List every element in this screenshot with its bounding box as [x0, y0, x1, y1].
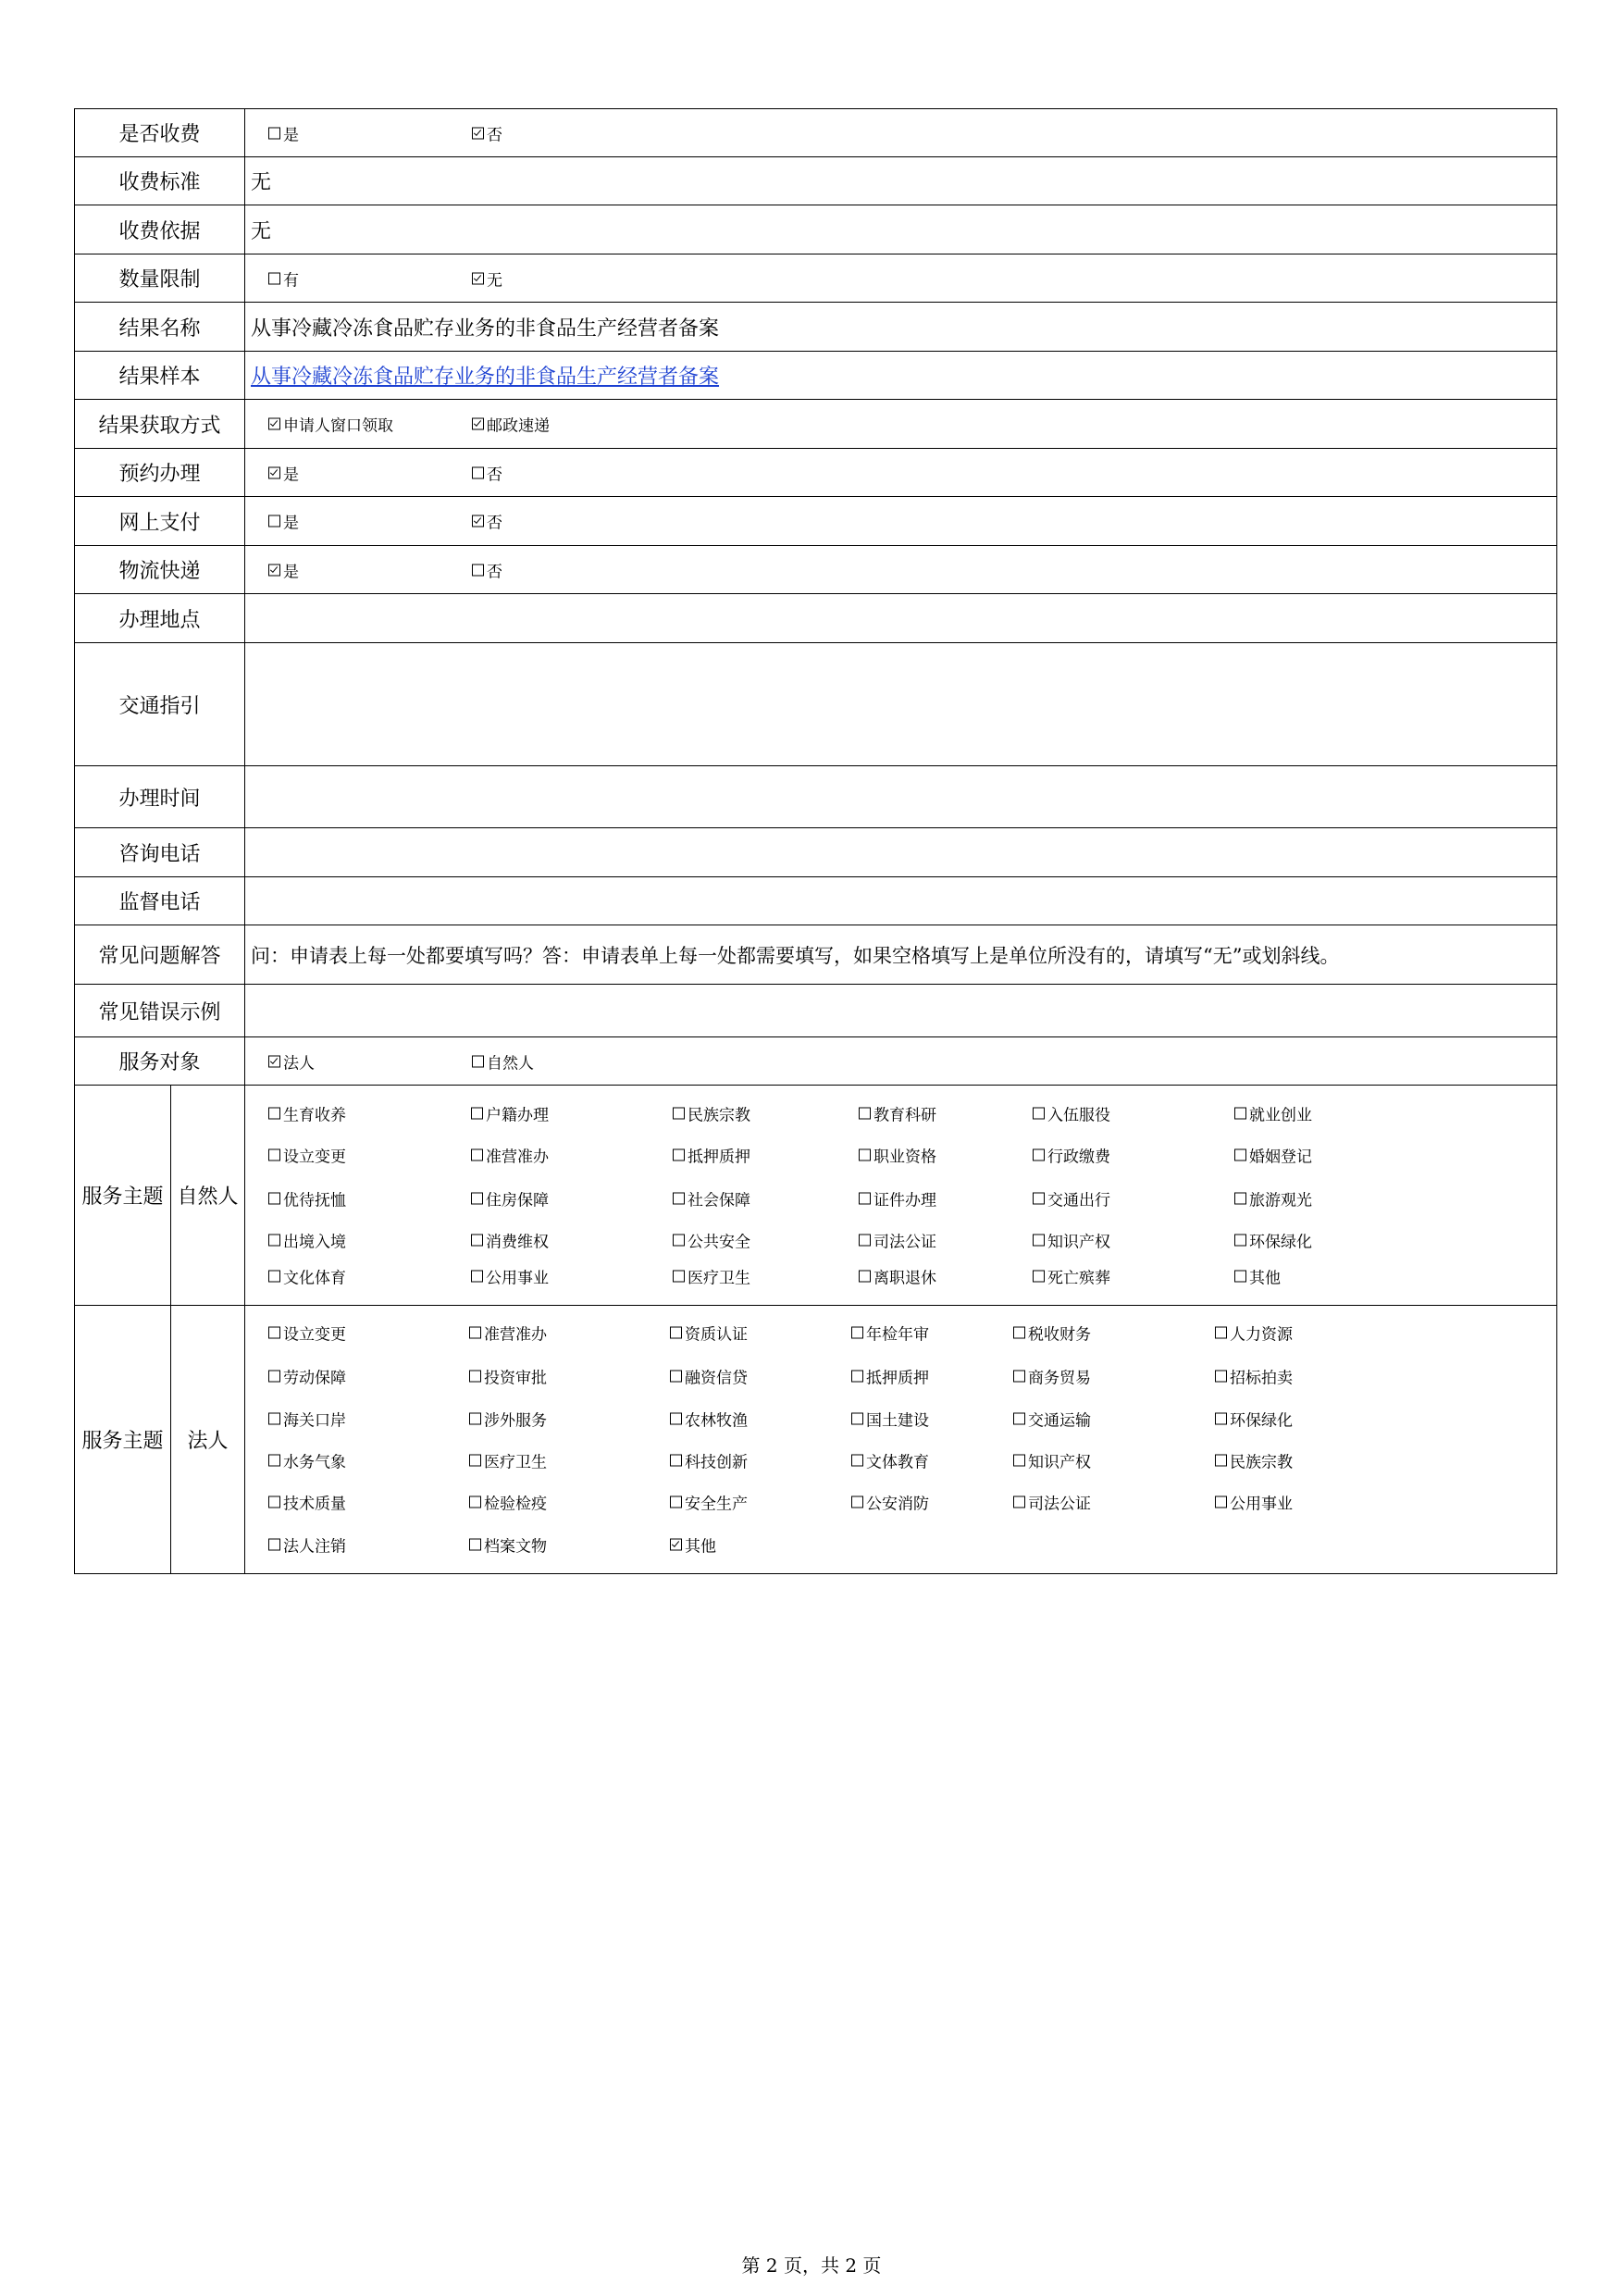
checkbox-label: 环保绿化 — [1230, 1411, 1294, 1430]
checkbox-label: 农林牧渔 — [685, 1411, 749, 1430]
checkbox-option[interactable] — [1234, 1228, 1312, 1251]
checkbox-label: 海关口岸 — [283, 1411, 347, 1430]
checkbox-checked-icon[interactable] — [472, 515, 484, 527]
checkbox-option[interactable] — [471, 1186, 549, 1210]
checkbox-checked-icon[interactable] — [268, 418, 280, 430]
checkbox-option[interactable] — [1033, 1101, 1110, 1124]
checkbox-unchecked-icon[interactable] — [472, 564, 484, 576]
checkbox-label: 消费维权 — [486, 1233, 550, 1251]
checkbox-checked-icon[interactable] — [472, 272, 484, 284]
checkbox-label: 公安消防 — [866, 1495, 930, 1513]
checkbox-label: 国土建设 — [866, 1411, 930, 1430]
checkbox-unchecked-icon[interactable] — [268, 127, 280, 139]
row-appointment — [75, 449, 1557, 497]
row-label: 收费标准 — [75, 157, 245, 205]
checkbox-option[interactable] — [268, 1049, 315, 1073]
row-value — [245, 766, 1557, 828]
checkbox-label: 档案文物 — [484, 1537, 548, 1556]
checkbox-unchecked-icon[interactable] — [268, 515, 280, 527]
checkbox-unchecked-icon[interactable] — [268, 1412, 280, 1424]
checkbox-option[interactable] — [268, 1186, 346, 1210]
row-theme-natural — [75, 1086, 1557, 1306]
row-label: 服务对象 — [75, 1037, 245, 1086]
row-value — [245, 352, 1557, 400]
checkbox-unchecked-icon[interactable] — [469, 1538, 481, 1550]
checkbox-option[interactable] — [268, 121, 299, 144]
checkbox-label: 知识产权 — [1047, 1233, 1111, 1251]
checkbox-label: 行政缴费 — [1047, 1148, 1111, 1166]
checkbox-label: 文化体育 — [283, 1269, 347, 1287]
checkbox-option[interactable] — [1215, 1321, 1293, 1344]
row-label: 常见问题解答 — [75, 925, 245, 985]
checkbox-label: 是 — [283, 126, 300, 144]
checkbox-label: 法人注销 — [283, 1537, 347, 1556]
checkbox-label: 生育收养 — [283, 1106, 347, 1124]
checkbox-label: 民族宗教 — [1230, 1453, 1294, 1471]
checkbox-label: 环保绿化 — [1249, 1233, 1313, 1251]
checkbox-unchecked-icon[interactable] — [670, 1412, 682, 1424]
checkbox-option[interactable] — [1033, 1264, 1110, 1287]
checkbox-option[interactable] — [673, 1101, 750, 1124]
checkbox-option[interactable] — [859, 1101, 936, 1124]
row-value: 从事冷藏冷冻食品贮存业务的非食品生产经营者备案 — [245, 303, 1557, 352]
checkbox-unchecked-icon[interactable] — [1234, 1148, 1246, 1160]
checkbox-option[interactable] — [469, 1321, 547, 1344]
checkbox-unchecked-icon[interactable] — [1013, 1370, 1025, 1382]
row-label: 网上支付 — [75, 497, 245, 546]
row-label: 预约办理 — [75, 449, 245, 497]
checkbox-unchecked-icon[interactable] — [1215, 1326, 1227, 1338]
theme-sublabel: 法人 — [171, 1306, 245, 1574]
checkbox-option[interactable] — [268, 558, 299, 581]
row-options — [245, 109, 1557, 157]
checkbox-label: 人力资源 — [1230, 1325, 1294, 1344]
checkbox-unchecked-icon[interactable] — [673, 1107, 685, 1119]
checkbox-label: 民族宗教 — [688, 1106, 751, 1124]
checkbox-label: 自然人 — [487, 1054, 535, 1073]
checkbox-option[interactable] — [268, 1364, 346, 1387]
checkbox-label: 入伍服役 — [1047, 1106, 1111, 1124]
checkbox-option[interactable] — [859, 1143, 936, 1166]
checkbox-label: 技术质量 — [283, 1495, 347, 1513]
page-footer: 第 2 页，共 2 页 — [741, 2254, 882, 2277]
checkbox-label: 社会保障 — [688, 1191, 751, 1210]
row-options — [245, 546, 1557, 594]
checkbox-option[interactable] — [1013, 1407, 1091, 1430]
checkbox-option[interactable] — [1033, 1143, 1110, 1166]
checkbox-unchecked-icon[interactable] — [268, 1326, 280, 1338]
checkbox-label: 招标拍卖 — [1230, 1369, 1294, 1387]
checkbox-label: 知识产权 — [1028, 1453, 1092, 1471]
theme-grid-cell — [245, 1086, 1557, 1306]
checkbox-option[interactable] — [469, 1490, 547, 1513]
checkbox-option[interactable] — [268, 1101, 346, 1124]
checkbox-unchecked-icon[interactable] — [1234, 1107, 1246, 1119]
checkbox-unchecked-icon[interactable] — [670, 1496, 682, 1508]
checkbox-option[interactable] — [673, 1264, 750, 1287]
checkbox-label: 设立变更 — [283, 1325, 347, 1344]
row-common-errors — [75, 985, 1557, 1037]
checkbox-label: 是 — [283, 465, 300, 484]
row-value — [245, 643, 1557, 766]
checkbox-option[interactable] — [670, 1533, 716, 1556]
row-fee — [75, 109, 1557, 157]
row-consult-phone — [75, 828, 1557, 877]
checkbox-option[interactable] — [268, 510, 299, 533]
checkbox-option[interactable] — [1013, 1490, 1091, 1513]
checkbox-label: 是 — [283, 514, 300, 533]
checkbox-unchecked-icon[interactable] — [1033, 1107, 1045, 1119]
checkbox-option[interactable] — [268, 1143, 346, 1166]
checkbox-option[interactable] — [670, 1448, 748, 1471]
checkbox-option[interactable] — [859, 1228, 936, 1251]
checkbox-unchecked-icon[interactable] — [1234, 1234, 1246, 1246]
checkbox-unchecked-icon[interactable] — [1033, 1270, 1045, 1282]
checkbox-option[interactable] — [268, 1228, 346, 1251]
checkbox-unchecked-icon[interactable] — [1013, 1412, 1025, 1424]
checkbox-option[interactable] — [268, 1490, 346, 1513]
checkbox-option[interactable] — [268, 1533, 346, 1556]
checkbox-option[interactable] — [471, 1101, 549, 1124]
checkbox-unchecked-icon[interactable] — [670, 1370, 682, 1382]
row-label: 结果名称 — [75, 303, 245, 352]
checkbox-unchecked-icon[interactable] — [268, 1270, 280, 1282]
checkbox-option[interactable] — [1013, 1364, 1091, 1387]
checkbox-unchecked-icon[interactable] — [472, 466, 484, 478]
checkbox-label: 职业资格 — [873, 1148, 937, 1166]
checkbox-unchecked-icon[interactable] — [469, 1412, 481, 1424]
checkbox-unchecked-icon[interactable] — [859, 1270, 871, 1282]
row-label: 办理地点 — [75, 594, 245, 643]
checkbox-unchecked-icon[interactable] — [1215, 1496, 1227, 1508]
checkbox-unchecked-icon[interactable] — [1033, 1192, 1045, 1204]
row-value — [245, 985, 1557, 1037]
row-label: 常见错误示例 — [75, 985, 245, 1037]
checkbox-unchecked-icon[interactable] — [859, 1148, 871, 1160]
row-label: 结果样本 — [75, 352, 245, 400]
checkbox-option[interactable] — [268, 461, 299, 484]
checkbox-option[interactable] — [1234, 1101, 1312, 1124]
checkbox-label: 公共安全 — [688, 1233, 751, 1251]
checkbox-option[interactable] — [268, 1448, 346, 1471]
checkbox-option[interactable] — [859, 1264, 936, 1287]
checkbox-option[interactable] — [851, 1321, 929, 1344]
checkbox-label: 资质认证 — [685, 1325, 749, 1344]
checkbox-label: 其他 — [1249, 1269, 1282, 1287]
checkbox-option[interactable] — [673, 1143, 750, 1166]
checkbox-unchecked-icon[interactable] — [859, 1192, 871, 1204]
checkbox-option[interactable] — [472, 461, 502, 484]
checkbox-label: 离职退休 — [873, 1269, 937, 1287]
row-label: 收费依据 — [75, 205, 245, 254]
checkbox-label: 安全生产 — [685, 1495, 749, 1513]
checkbox-label: 其他 — [685, 1537, 717, 1556]
checkbox-label: 准营准办 — [486, 1148, 550, 1166]
theme-sublabel: 自然人 — [171, 1086, 245, 1306]
row-theme-legal — [75, 1306, 1557, 1574]
checkbox-label: 证件办理 — [873, 1191, 937, 1210]
row-result-name — [75, 303, 1557, 352]
theme-label: 服务主题 — [75, 1306, 171, 1574]
checkbox-unchecked-icon[interactable] — [469, 1496, 481, 1508]
row-label: 是否收费 — [75, 109, 245, 157]
checkbox-unchecked-icon[interactable] — [268, 1496, 280, 1508]
checkbox-label: 否 — [487, 465, 503, 484]
checkbox-unchecked-icon[interactable] — [268, 1192, 280, 1204]
row-hours — [75, 766, 1557, 828]
checkbox-label: 医疗卫生 — [688, 1269, 751, 1287]
checkbox-unchecked-icon[interactable] — [471, 1234, 483, 1246]
checkbox-option[interactable] — [673, 1228, 750, 1251]
checkbox-option[interactable] — [1013, 1321, 1091, 1344]
row-value — [245, 828, 1557, 877]
checkbox-label: 否 — [487, 563, 503, 581]
checkbox-label: 抵押质押 — [866, 1369, 930, 1387]
checkbox-option[interactable] — [268, 413, 393, 436]
result-sample-link[interactable]: 从事冷藏冷冻食品贮存业务的非食品生产经营者备案 — [251, 366, 720, 389]
checkbox-unchecked-icon[interactable] — [469, 1370, 481, 1382]
row-label: 办理时间 — [75, 766, 245, 828]
checkbox-option[interactable] — [859, 1186, 936, 1210]
checkbox-unchecked-icon[interactable] — [670, 1454, 682, 1466]
checkbox-option[interactable] — [851, 1448, 929, 1471]
row-value: 问：申请表上每一处都要填写吗？答：申请表单上每一处都需要填写，如果空格填写上是单位所没有的，请填写“无”或划斜线。 — [245, 925, 1557, 985]
checkbox-label: 婚姻登记 — [1249, 1148, 1313, 1166]
checkbox-unchecked-icon[interactable] — [268, 1370, 280, 1382]
checkbox-option[interactable] — [851, 1407, 929, 1430]
row-supervise-phone — [75, 877, 1557, 925]
checkbox-option[interactable] — [469, 1533, 547, 1556]
checkbox-label: 设立变更 — [283, 1148, 347, 1166]
checkbox-unchecked-icon[interactable] — [851, 1370, 863, 1382]
checkbox-unchecked-icon[interactable] — [1013, 1496, 1025, 1508]
checkbox-label: 法人 — [283, 1054, 316, 1073]
checkbox-label: 户籍办理 — [486, 1106, 550, 1124]
checkbox-unchecked-icon[interactable] — [1215, 1370, 1227, 1382]
checkbox-option[interactable] — [472, 510, 502, 533]
row-online-pay — [75, 497, 1557, 546]
checkbox-unchecked-icon[interactable] — [673, 1234, 685, 1246]
row-value: 无 — [245, 157, 1557, 205]
row-options — [245, 1037, 1557, 1086]
checkbox-unchecked-icon[interactable] — [1234, 1192, 1246, 1204]
checkbox-label: 医疗卫生 — [484, 1453, 548, 1471]
checkbox-unchecked-icon[interactable] — [673, 1148, 685, 1160]
row-fee-standard — [75, 157, 1557, 205]
checkbox-label: 融资信贷 — [685, 1369, 749, 1387]
checkbox-label: 邮政速递 — [487, 416, 551, 436]
row-label: 交通指引 — [75, 643, 245, 766]
checkbox-option[interactable] — [851, 1490, 929, 1513]
checkbox-label: 无 — [487, 271, 503, 290]
checkbox-checked-icon[interactable] — [268, 466, 280, 478]
checkbox-checked-icon[interactable] — [670, 1538, 682, 1550]
row-options — [245, 497, 1557, 546]
row-traffic — [75, 643, 1557, 766]
checkbox-option[interactable] — [670, 1364, 748, 1387]
row-location — [75, 594, 1557, 643]
checkbox-label: 文体教育 — [866, 1453, 930, 1471]
checkbox-unchecked-icon[interactable] — [268, 272, 280, 284]
checkbox-label: 否 — [487, 514, 503, 533]
checkbox-label: 优待抚恤 — [283, 1191, 347, 1210]
checkbox-option[interactable] — [670, 1321, 748, 1344]
checkbox-option[interactable] — [472, 558, 502, 581]
row-label: 结果获取方式 — [75, 400, 245, 449]
row-value — [245, 594, 1557, 643]
checkbox-unchecked-icon[interactable] — [469, 1326, 481, 1338]
checkbox-option[interactable] — [472, 1049, 534, 1073]
row-options — [245, 254, 1557, 303]
checkbox-option[interactable] — [268, 267, 299, 290]
checkbox-label: 是 — [283, 563, 300, 581]
checkbox-option[interactable] — [471, 1143, 549, 1166]
checkbox-unchecked-icon[interactable] — [1013, 1454, 1025, 1466]
checkbox-option[interactable] — [268, 1407, 346, 1430]
checkbox-label: 劳动保障 — [283, 1369, 347, 1387]
checkbox-unchecked-icon[interactable] — [471, 1192, 483, 1204]
checkbox-label: 年检年审 — [866, 1325, 930, 1344]
checkbox-label: 涉外服务 — [484, 1411, 548, 1430]
checkbox-unchecked-icon[interactable] — [1033, 1148, 1045, 1160]
checkbox-label: 教育科研 — [873, 1106, 937, 1124]
checkbox-unchecked-icon[interactable] — [268, 1107, 280, 1119]
checkbox-label: 交通出行 — [1047, 1191, 1111, 1210]
checkbox-label: 死亡殡葬 — [1047, 1269, 1111, 1287]
checkbox-option[interactable] — [1234, 1143, 1312, 1166]
row-label: 数量限制 — [75, 254, 245, 303]
checkbox-label: 交通运输 — [1028, 1411, 1092, 1430]
checkbox-label: 水务气象 — [283, 1453, 347, 1471]
checkbox-option[interactable] — [472, 413, 550, 436]
checkbox-label: 准营准办 — [484, 1325, 548, 1344]
checkbox-unchecked-icon[interactable] — [471, 1107, 483, 1119]
checkbox-unchecked-icon[interactable] — [673, 1270, 685, 1282]
checkbox-unchecked-icon[interactable] — [471, 1270, 483, 1282]
checkbox-option[interactable] — [268, 1264, 346, 1287]
checkbox-unchecked-icon[interactable] — [268, 1454, 280, 1466]
checkbox-label: 科技创新 — [685, 1453, 749, 1471]
row-options — [245, 400, 1557, 449]
checkbox-option[interactable] — [1013, 1448, 1091, 1471]
checkbox-checked-icon[interactable] — [268, 564, 280, 576]
row-fee-basis — [75, 205, 1557, 254]
service-info-table — [74, 108, 1557, 1574]
checkbox-label: 住房保障 — [486, 1191, 550, 1210]
checkbox-option[interactable] — [1215, 1364, 1293, 1387]
checkbox-option[interactable] — [471, 1228, 549, 1251]
checkbox-unchecked-icon[interactable] — [851, 1454, 863, 1466]
checkbox-option[interactable] — [268, 1321, 346, 1344]
checkbox-label: 否 — [487, 126, 503, 144]
theme-grid-cell — [245, 1306, 1557, 1574]
checkbox-unchecked-icon[interactable] — [859, 1107, 871, 1119]
checkbox-unchecked-icon[interactable] — [851, 1326, 863, 1338]
checkbox-checked-icon[interactable] — [268, 1055, 280, 1067]
checkbox-option[interactable] — [670, 1407, 748, 1430]
checkbox-unchecked-icon[interactable] — [268, 1538, 280, 1550]
checkbox-checked-icon[interactable] — [472, 127, 484, 139]
checkbox-label: 公用事业 — [1230, 1495, 1294, 1513]
checkbox-label: 司法公证 — [873, 1233, 937, 1251]
checkbox-option[interactable] — [673, 1186, 750, 1210]
checkbox-unchecked-icon[interactable] — [268, 1148, 280, 1160]
checkbox-label: 申请人窗口领取 — [283, 416, 394, 436]
checkbox-unchecked-icon[interactable] — [1234, 1270, 1246, 1282]
checkbox-option[interactable] — [1215, 1407, 1293, 1430]
checkbox-option[interactable] — [670, 1490, 748, 1513]
checkbox-label: 司法公证 — [1028, 1495, 1092, 1513]
checkbox-option[interactable] — [1033, 1186, 1110, 1210]
checkbox-option[interactable] — [1033, 1228, 1110, 1251]
checkbox-unchecked-icon[interactable] — [469, 1454, 481, 1466]
row-value — [245, 877, 1557, 925]
checkbox-unchecked-icon[interactable] — [471, 1148, 483, 1160]
checkbox-label: 就业创业 — [1249, 1106, 1313, 1124]
row-label: 咨询电话 — [75, 828, 245, 877]
row-logistics — [75, 546, 1557, 594]
checkbox-option[interactable] — [472, 267, 502, 290]
checkbox-unchecked-icon[interactable] — [851, 1496, 863, 1508]
checkbox-unchecked-icon[interactable] — [1215, 1412, 1227, 1424]
checkbox-unchecked-icon[interactable] — [268, 1234, 280, 1246]
checkbox-label: 税收财务 — [1028, 1325, 1092, 1344]
checkbox-unchecked-icon[interactable] — [670, 1326, 682, 1338]
checkbox-option[interactable] — [1215, 1490, 1293, 1513]
checkbox-option[interactable] — [469, 1364, 547, 1387]
theme-label: 服务主题 — [75, 1086, 171, 1306]
checkbox-option[interactable] — [1234, 1186, 1312, 1210]
checkbox-option[interactable] — [1234, 1264, 1281, 1287]
row-faq — [75, 925, 1557, 985]
row-options — [245, 449, 1557, 497]
checkbox-label: 检验检疫 — [484, 1495, 548, 1513]
checkbox-label: 抵押质押 — [688, 1148, 751, 1166]
checkbox-unchecked-icon[interactable] — [673, 1192, 685, 1204]
checkbox-label: 投资审批 — [484, 1369, 548, 1387]
checkbox-checked-icon[interactable] — [472, 418, 484, 430]
checkbox-unchecked-icon[interactable] — [1215, 1454, 1227, 1466]
checkbox-label: 有 — [283, 271, 300, 290]
checkbox-unchecked-icon[interactable] — [1033, 1234, 1045, 1246]
row-result-sample — [75, 352, 1557, 400]
row-label: 物流快递 — [75, 546, 245, 594]
checkbox-label: 旅游观光 — [1249, 1191, 1313, 1210]
row-service-target — [75, 1037, 1557, 1086]
checkbox-option[interactable] — [469, 1407, 547, 1430]
checkbox-unchecked-icon[interactable] — [1013, 1326, 1025, 1338]
checkbox-unchecked-icon[interactable] — [851, 1412, 863, 1424]
checkbox-label: 公用事业 — [486, 1269, 550, 1287]
checkbox-unchecked-icon[interactable] — [859, 1234, 871, 1246]
row-value: 无 — [245, 205, 1557, 254]
checkbox-option[interactable] — [469, 1448, 547, 1471]
checkbox-option[interactable] — [1215, 1448, 1293, 1471]
checkbox-option[interactable] — [471, 1264, 549, 1287]
checkbox-option[interactable] — [851, 1364, 929, 1387]
checkbox-unchecked-icon[interactable] — [472, 1055, 484, 1067]
checkbox-label: 出境入境 — [283, 1233, 347, 1251]
row-label: 监督电话 — [75, 877, 245, 925]
row-quantity-limit — [75, 254, 1557, 303]
checkbox-label: 商务贸易 — [1028, 1369, 1092, 1387]
checkbox-option[interactable] — [472, 121, 502, 144]
row-result-method — [75, 400, 1557, 449]
